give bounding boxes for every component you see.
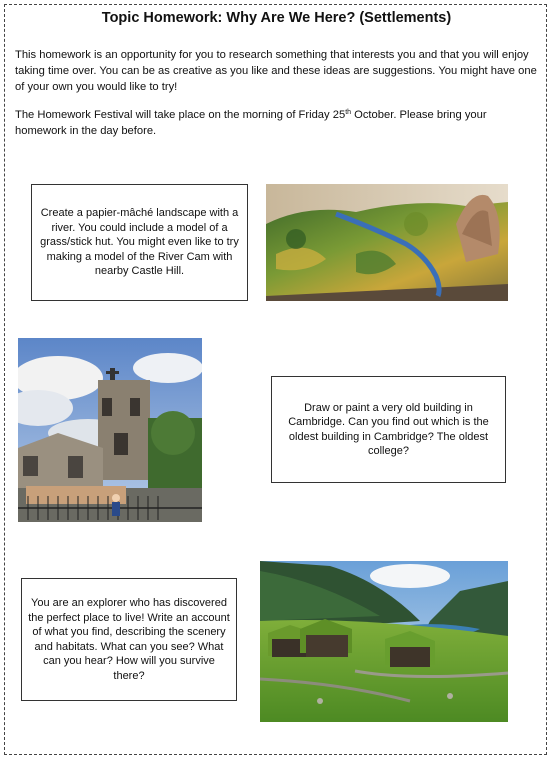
festival-paragraph	[15, 107, 540, 139]
page-title: Topic Homework: Why Are We Here? (Settlements)	[101, 10, 452, 26]
task-box-explorer	[21, 578, 237, 701]
date-suffix: th	[345, 109, 352, 116]
old-church-photo	[18, 338, 202, 522]
task-text-landscape: Create a papier-mâché landscape with a river. You could include a model of a grass/stick hut. You might even like to try making a model of the River Cam with nearby Castle Hill.	[40, 207, 239, 278]
turf-house-valley-photo	[260, 561, 508, 722]
intro-paragraph: This homework is an opportunity for you to research something that interests you and that you will enjoy taking time over. You can be as creative as you like and these ideas are suggestions. You might have one of your own you would like to try!	[15, 49, 537, 93]
task-box-landscape	[31, 184, 248, 301]
task-text-old-building: Draw or paint a very old building in Cambridge. Can you find out which is the oldest building in Cambridge? The oldest college?	[288, 401, 489, 457]
festival-text-end: October. Please bring your homework in the day before.	[15, 109, 487, 137]
festival-text-start: The Homework Festival will take place on the morning of Friday 25	[15, 109, 346, 121]
task-text-explorer: You are an explorer who has discovered the perfect place to live! Write an account of what you find, describing the scenery and habitats. What can you see? What can you hear? How will you survive there?	[28, 597, 230, 682]
task-box-old-building	[271, 376, 506, 483]
papier-mache-landscape-photo	[266, 184, 508, 301]
